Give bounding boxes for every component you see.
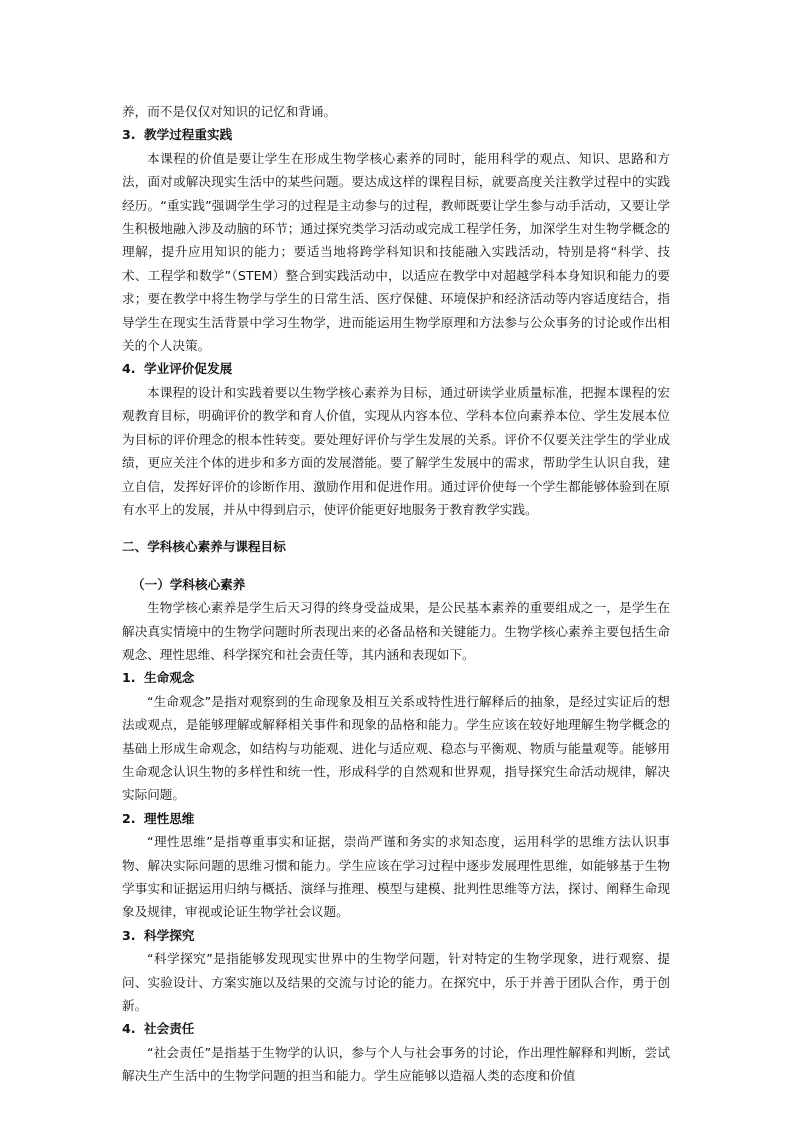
- chapter-heading: 二、学科核心素养与课程目标: [122, 539, 286, 555]
- paragraph-life-concept: “生命观念”是指对观察到的生命现象及相互关系或特性进行解释后的抽象，是经过实证后的想法或观点，是能够理解或解释相关事件和现象的品格和能力。学生应该在较好地理解生物学概念的基础上形成生命观念，如结构与功能观、进化与适应观、稳态与平衡观、物质与能量观等。能够用生命观念认识生物的多样性和统一性，形成科学的自然观和世界观，指导探究生命活动规律，解决实际问题。: [122, 693, 670, 803]
- section-number: 4.: [122, 361, 136, 377]
- subchapter-heading: （一）学科核心素养: [132, 576, 246, 592]
- section-number: 2.: [122, 810, 136, 826]
- core-heading-2: [122, 807, 670, 830]
- paragraph-evaluation: 本课程的设计和实践着要以生物学核心素养为目标，通过研读学业质量标准，把握本课程的宏观教育目标，明确评价的教学和育人价值，实现从内容本位、学科本位向素养本位、学生发展本位为目标的评价理念的根本性转变。要处理好评价与学生发展的关系。评价不仅要关注学生的学业成绩，更应关注个体的进步和多方面的发展潜能。要了解学生发展中的需求，帮助学生认识自我，建立自信，发挥好评价的诊断作用、激励作用和促进作用。通过评价使每一个学生都能够体验到在原有水平上的发展，并从中得到启示，使评价能更好地服务于教育教学实践。: [122, 384, 670, 517]
- paragraph-intro: 养，而不是仅仅对知识的记忆和背诵。: [122, 104, 337, 119]
- section-title: 教学过程重实践: [144, 127, 233, 143]
- section-number: 3.: [122, 927, 136, 943]
- section-title: 社会责任: [144, 1021, 195, 1037]
- section-heading-3: [122, 123, 670, 146]
- core-heading-3: [122, 924, 670, 947]
- section-number: 3.: [122, 127, 136, 143]
- section-heading-4: [122, 357, 670, 380]
- core-heading-1: [122, 666, 670, 689]
- section-title: 理性思维: [144, 810, 195, 826]
- paragraph-rational-thinking: “理性思维”是指尊重事实和证据，崇尚严谨和务实的求知态度，运用科学的思维方法认识事物、解决实际问题的思维习惯和能力。学生应该在学习过程中逐步发展理性思维，如能够基于生物学事实和证据运用归纳与概括、演绎与推理、模型与建模、批判性思维等方法，探讨、阐释生命现象及规律，审视或论证生物学社会议题。: [122, 834, 670, 920]
- document-page: [122, 100, 670, 1088]
- paragraph-social-responsibility: “社会责任”是指基于生物学的认识，参与个人与社会事务的讨论，作出理性解释和判断，尝试解决生产生活中的生物学问题的担当和能力。学生应能够以造福人类的态度和价值: [122, 1044, 670, 1084]
- section-number: 1.: [122, 670, 136, 686]
- section-title: 生命观念: [144, 670, 195, 686]
- section-title: 科学探究: [144, 927, 195, 943]
- paragraph-scientific-inquiry: “科学探究”是指能够发现现实世界中的生物学问题，针对特定的生物学现象，进行观察、提问、实验设计、方案实施以及结果的交流与讨论的能力。在探究中，乐于并善于团队合作，勇于创新。: [122, 951, 670, 1014]
- paragraph-practice: 本课程的价值是要让学生在形成生物学核心素养的同时，能用科学的观点、知识、思路和方法，面对或解决现实生活中的某些问题。要达成这样的课程目标，就要高度关注教学过程中的实践经历。“重实践”强调学生学习的过程是主动参与的过程，教师既要让学生参与动手活动，又要让学生积极地融入涉及动脑的环节；通过探究类学习活动或完成工程学任务，加深学生对生物学概念的理解，提升应用知识的能力；要适当地将跨学科知识和技能融入实践活动，特别是将“科学、技术、工程学和数学”（STEM）整合到实践活动中，以适应在教学中对超越学科本身知识和能力的要求；要在教学中将生物学与学生的日常生活、医疗保健、环境保护和经济活动等内容适度结合，指导学生在现实生活背景中学习生物学，进而能运用生物学原理和方法参与公众事务的讨论或作出相关的个人决策。: [122, 150, 670, 354]
- section-title: 学业评价促发展: [144, 361, 233, 377]
- core-heading-4: [122, 1017, 670, 1040]
- paragraph-core-literacy: 生物学核心素养是学生后天习得的终身受益成果，是公民基本素养的重要组成之一，是学生在解决真实情境中的生物学问题时所表现出来的必备品格和关键能力。生物学核心素养主要包括生命观念、理性思维、科学探究和社会责任等，其内涵和表现如下。: [122, 600, 670, 662]
- section-number: 4.: [122, 1021, 136, 1037]
